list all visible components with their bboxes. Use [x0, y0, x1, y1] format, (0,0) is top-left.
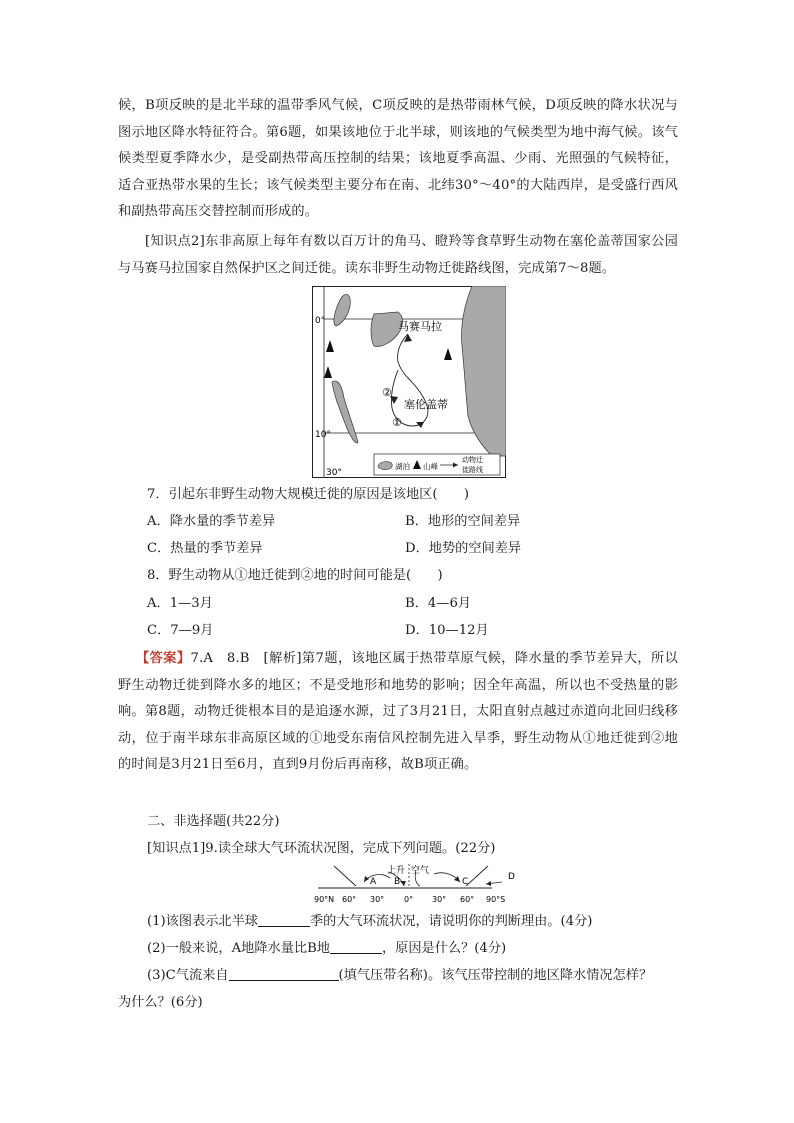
label-point-2: ② [382, 386, 392, 399]
q9-stem: [知识点1]9.读全球大气环流状况图，完成下列问题。(22分) [147, 841, 496, 856]
tick-60n: 60° [342, 895, 357, 904]
label-up: 上升 [387, 866, 406, 876]
q9-part-3-line2: 为什么？(6分) [118, 995, 203, 1010]
label-d: D [508, 872, 515, 882]
label-c: C [462, 877, 469, 887]
tick-0: 0° [404, 895, 414, 904]
intro-paragraph: 候，B项反映的是北半球的温带季风气候，C项反映的是热带雨林气候，D项反映的降水状况与图示地区降水特征符合。第6题，如果该地位于北半球，则该地的气候类型为地中海气候。该气候类型夏季降水少，是受副热带高压控制的结果；该地夏季高温、少雨、光照强的气候特征，适合亚热带水果的生长；该气候类型主要分布在南、北纬30°～40°的大陆西岸，是受盛行西风和副热带高压交替控制而形成的。 [118, 98, 678, 219]
knowledge-point-2-paragraph: [知识点2]东非高原上每年有数以百万计的角马、瞪羚等食草野生动物在塞伦盖蒂国家公园与马赛马拉国家自然保护区之间迁徙。读东非野生动物迁徙路线图，完成第7～8题。 [118, 234, 678, 276]
tick-30n: 30° [370, 895, 385, 904]
legend-route-line1: 动物迁 [462, 456, 483, 464]
map-legend [374, 454, 500, 475]
q8-stem: 8．野生动物从①地迁徙到②地的时间可能是( ) [147, 568, 443, 583]
circulation-diagram [312, 864, 524, 906]
tick-90s: 90°S [486, 895, 506, 904]
label-a: A [370, 877, 377, 887]
answer-tag: 【答案】 [136, 651, 191, 666]
migration-map [312, 286, 506, 478]
tick-60s: 60° [460, 895, 475, 904]
q9-2-blank[interactable] [330, 939, 382, 954]
section-2-heading: 二、非选择题(共22分) [147, 814, 280, 829]
q9-3-blank[interactable] [229, 966, 339, 981]
q9-1-blank[interactable] [258, 912, 310, 927]
answer-text: 7.A 8.B [解析]第7题，该地区属于热带草原气候，降水量的季节差异大，所以野生动物迁徙到降水多的地区；不是受地形和地势的影响；因全年高温，所以也不受热量的影响。第8题，动物迁徙根本目的是追逐水源，过了3月21日，太阳直射点越过赤道向北回归线移动，位于南半球东非高原区域的①地受东南信风控制先进入旱季，野生动物从①地迁徙到②地的时间是3月21日至6月，直到9月份后再南移，故B项正确。 [118, 651, 678, 772]
lon-30-label: 30° [326, 468, 342, 478]
legend-route-line2: 徙路线 [462, 466, 483, 474]
q7-stem: 7．引起东非野生动物大规模迁徙的原因是该地区( ) [147, 487, 469, 502]
front-line-south [466, 866, 488, 886]
legend-lake-icon [378, 462, 392, 470]
tick-90n: 90°N [314, 895, 335, 904]
front-line-north [334, 866, 356, 886]
label-masai-mara: 马赛马拉 [398, 320, 442, 333]
label-serengeti: 塞伦盖蒂 [404, 398, 448, 411]
label-air: 空气 [411, 866, 430, 876]
label-point-1: ① [392, 416, 402, 429]
q7-option-d[interactable]: D．地势的空间差异 [405, 541, 522, 556]
lat-0-label: 0° [315, 316, 326, 326]
q7-option-b[interactable]: B．地形的空间差异 [405, 514, 521, 529]
label-b: B [394, 877, 401, 887]
q7-option-a[interactable]: A．降水量的季节差异 [147, 514, 276, 529]
q9-part-2: (2)一般来说，A地降水量比B地 ，原因是什么？(4分) [147, 941, 507, 956]
q8-option-d[interactable]: D．10—12月 [405, 623, 489, 638]
legend-lake: 湖泊 [395, 462, 410, 471]
legend-peak: 山峰 [423, 462, 438, 471]
tick-30s: 30° [432, 895, 447, 904]
answer-paragraph [118, 646, 678, 779]
lat-10-label: 10° [315, 430, 331, 440]
q9-part-1: (1)该图表示北半球 季的大气环流状况，请说明你的判断理由。(4分) [147, 914, 593, 929]
q8-option-b[interactable]: B．4—6月 [405, 596, 472, 611]
q8-option-c[interactable]: C．7—9月 [147, 623, 214, 638]
q7-option-c[interactable]: C．热量的季节差异 [147, 541, 263, 556]
q8-option-a[interactable]: A．1—3月 [147, 596, 213, 611]
q9-part-3: (3)C气流来自 (填气压带名称)。该气压带控制的地区降水情况怎样？ [147, 968, 653, 983]
